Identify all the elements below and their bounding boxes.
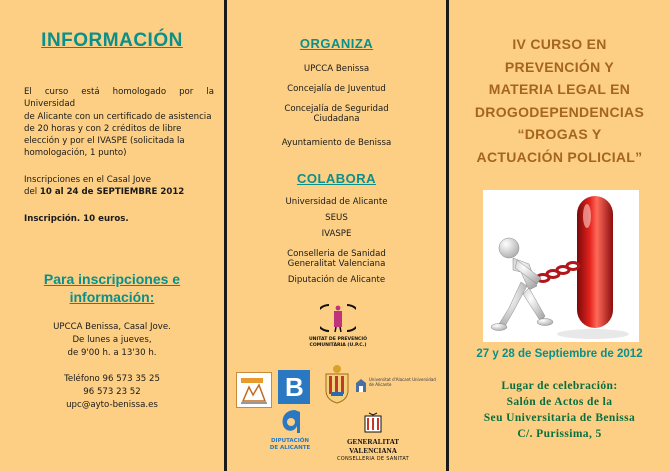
list-item: Diputación de Alicante — [287, 275, 386, 285]
course-title — [457, 33, 662, 168]
title-line: PREVENCIÓN Y — [504, 58, 615, 75]
signup-heading-line: Para inscripciones e — [43, 271, 181, 287]
email-link[interactable]: upc@ayto-benissa.es — [66, 400, 158, 410]
contact-block — [10, 321, 214, 412]
generalitat-valenciana-logo — [327, 412, 419, 463]
title-line: DROGODEPENDENCIAS — [474, 103, 645, 120]
middle-panel — [227, 0, 446, 471]
contact-line — [10, 360, 214, 373]
generalitat-line: GENERALITAT VALENCIANA — [346, 438, 400, 455]
organiza-list — [227, 64, 446, 158]
list-item: UPCCA Benissa — [303, 64, 370, 74]
list-item: Concejalía de Seguridad Ciudadana — [284, 104, 389, 124]
university-logo-text: Universitat d'Alacant Universidad de Alicante — [369, 377, 436, 387]
venue-line: Salón de Actos de la — [506, 396, 613, 408]
diputacion-line: DIPUTACIÓN — [270, 438, 310, 444]
contact-line: De lunes a jueves, — [72, 335, 152, 345]
list-item: Universidad de Alicante — [285, 197, 388, 207]
paragraph-line: de 20 horas y con 2 créditos de libre — [24, 123, 182, 134]
colabora-heading: COLABORA — [296, 171, 377, 186]
homologation-paragraph — [24, 86, 214, 160]
diputacion-a-icon — [279, 408, 301, 434]
paragraph-line: El curso está homologado por la Universidad — [24, 87, 214, 110]
course-dates: 27 y 28 de Septiembre de 2012 — [476, 348, 643, 360]
benissa-b-glyph: B — [285, 372, 304, 402]
contact-line: de 9'00 h. a 13'30 h. — [67, 348, 157, 358]
benissa-coat-of-arms-logo — [323, 364, 351, 404]
prisoner-pill-illustration — [483, 190, 639, 342]
upcc-logo-text: UNITAT DE PREVENCIÓ COMUNITÀRIA (U.P.C.) — [308, 337, 368, 348]
right-panel — [449, 0, 670, 471]
universidad-alicante-logo — [355, 376, 439, 398]
casal-jove-logo — [236, 372, 272, 408]
inscription-price: Inscripción. 10 euros. — [24, 214, 129, 224]
venue-line: Seu Universitaria de Benissa — [483, 412, 636, 424]
list-item: Conselleria de Sanidad Generalitat Valenciana — [287, 249, 386, 269]
title-line: “DROGAS Y — [517, 126, 602, 142]
informacion-heading: INFORMACIÓN — [41, 30, 183, 51]
inscription-place: Inscripciones en el Casal Jove — [24, 175, 152, 185]
inscription-period: 10 al 24 de SEPTIEMBRE 2012 — [39, 187, 185, 198]
list-item: SEUS — [325, 213, 348, 223]
title-line: ACTUACIÓN POLICIAL” — [476, 148, 643, 165]
paragraph-line: elección y por el IVASPE (solicitada la — [24, 136, 185, 147]
organiza-heading: ORGANIZA — [299, 36, 374, 51]
list-item: Concejalía de Juventud — [287, 84, 386, 94]
generalitat-crest-icon — [362, 412, 384, 434]
benissa-b-logo — [278, 370, 310, 404]
venue-line: Lugar de celebración: — [501, 380, 618, 392]
chained-figure-pill-image — [483, 190, 639, 342]
inscription-dates — [24, 174, 214, 199]
title-line: MATERIA LEGAL EN — [488, 81, 631, 97]
list-item: IVASPE — [321, 229, 352, 239]
venue-line: C/. Purissima, 5 — [517, 428, 602, 440]
venue-block — [449, 378, 670, 442]
list-item: Ayuntamiento de Benissa — [281, 138, 392, 148]
left-panel — [0, 0, 224, 471]
upcc-logo — [293, 303, 383, 349]
signup-heading-line: información: — [69, 289, 155, 305]
upcc-figure-icon — [320, 303, 356, 333]
paragraph-line: de Alicante con un certificado de asistencia — [24, 111, 212, 122]
diputacion-line: DE ALICANTE — [269, 445, 311, 451]
diputacion-alicante-logo — [260, 408, 320, 452]
paragraph-line: homologación, 1 punto) — [24, 148, 127, 159]
title-line: IV CURSO EN — [512, 36, 607, 52]
colabora-list — [227, 197, 446, 291]
casal-jove-icon — [237, 373, 271, 407]
university-emblem-icon — [355, 378, 367, 394]
coat-of-arms-icon — [323, 364, 351, 404]
contact-line: UPCCA Benissa, Casal Jove. — [53, 322, 171, 332]
phone-line: 96 573 23 52 — [83, 387, 141, 397]
signup-heading — [10, 270, 214, 306]
generalitat-line: CONSELLERIA DE SANITAT — [336, 456, 410, 462]
inscription-prefix: del — [24, 187, 40, 198]
phone-line: Teléfono 96 573 35 25 — [64, 374, 160, 384]
